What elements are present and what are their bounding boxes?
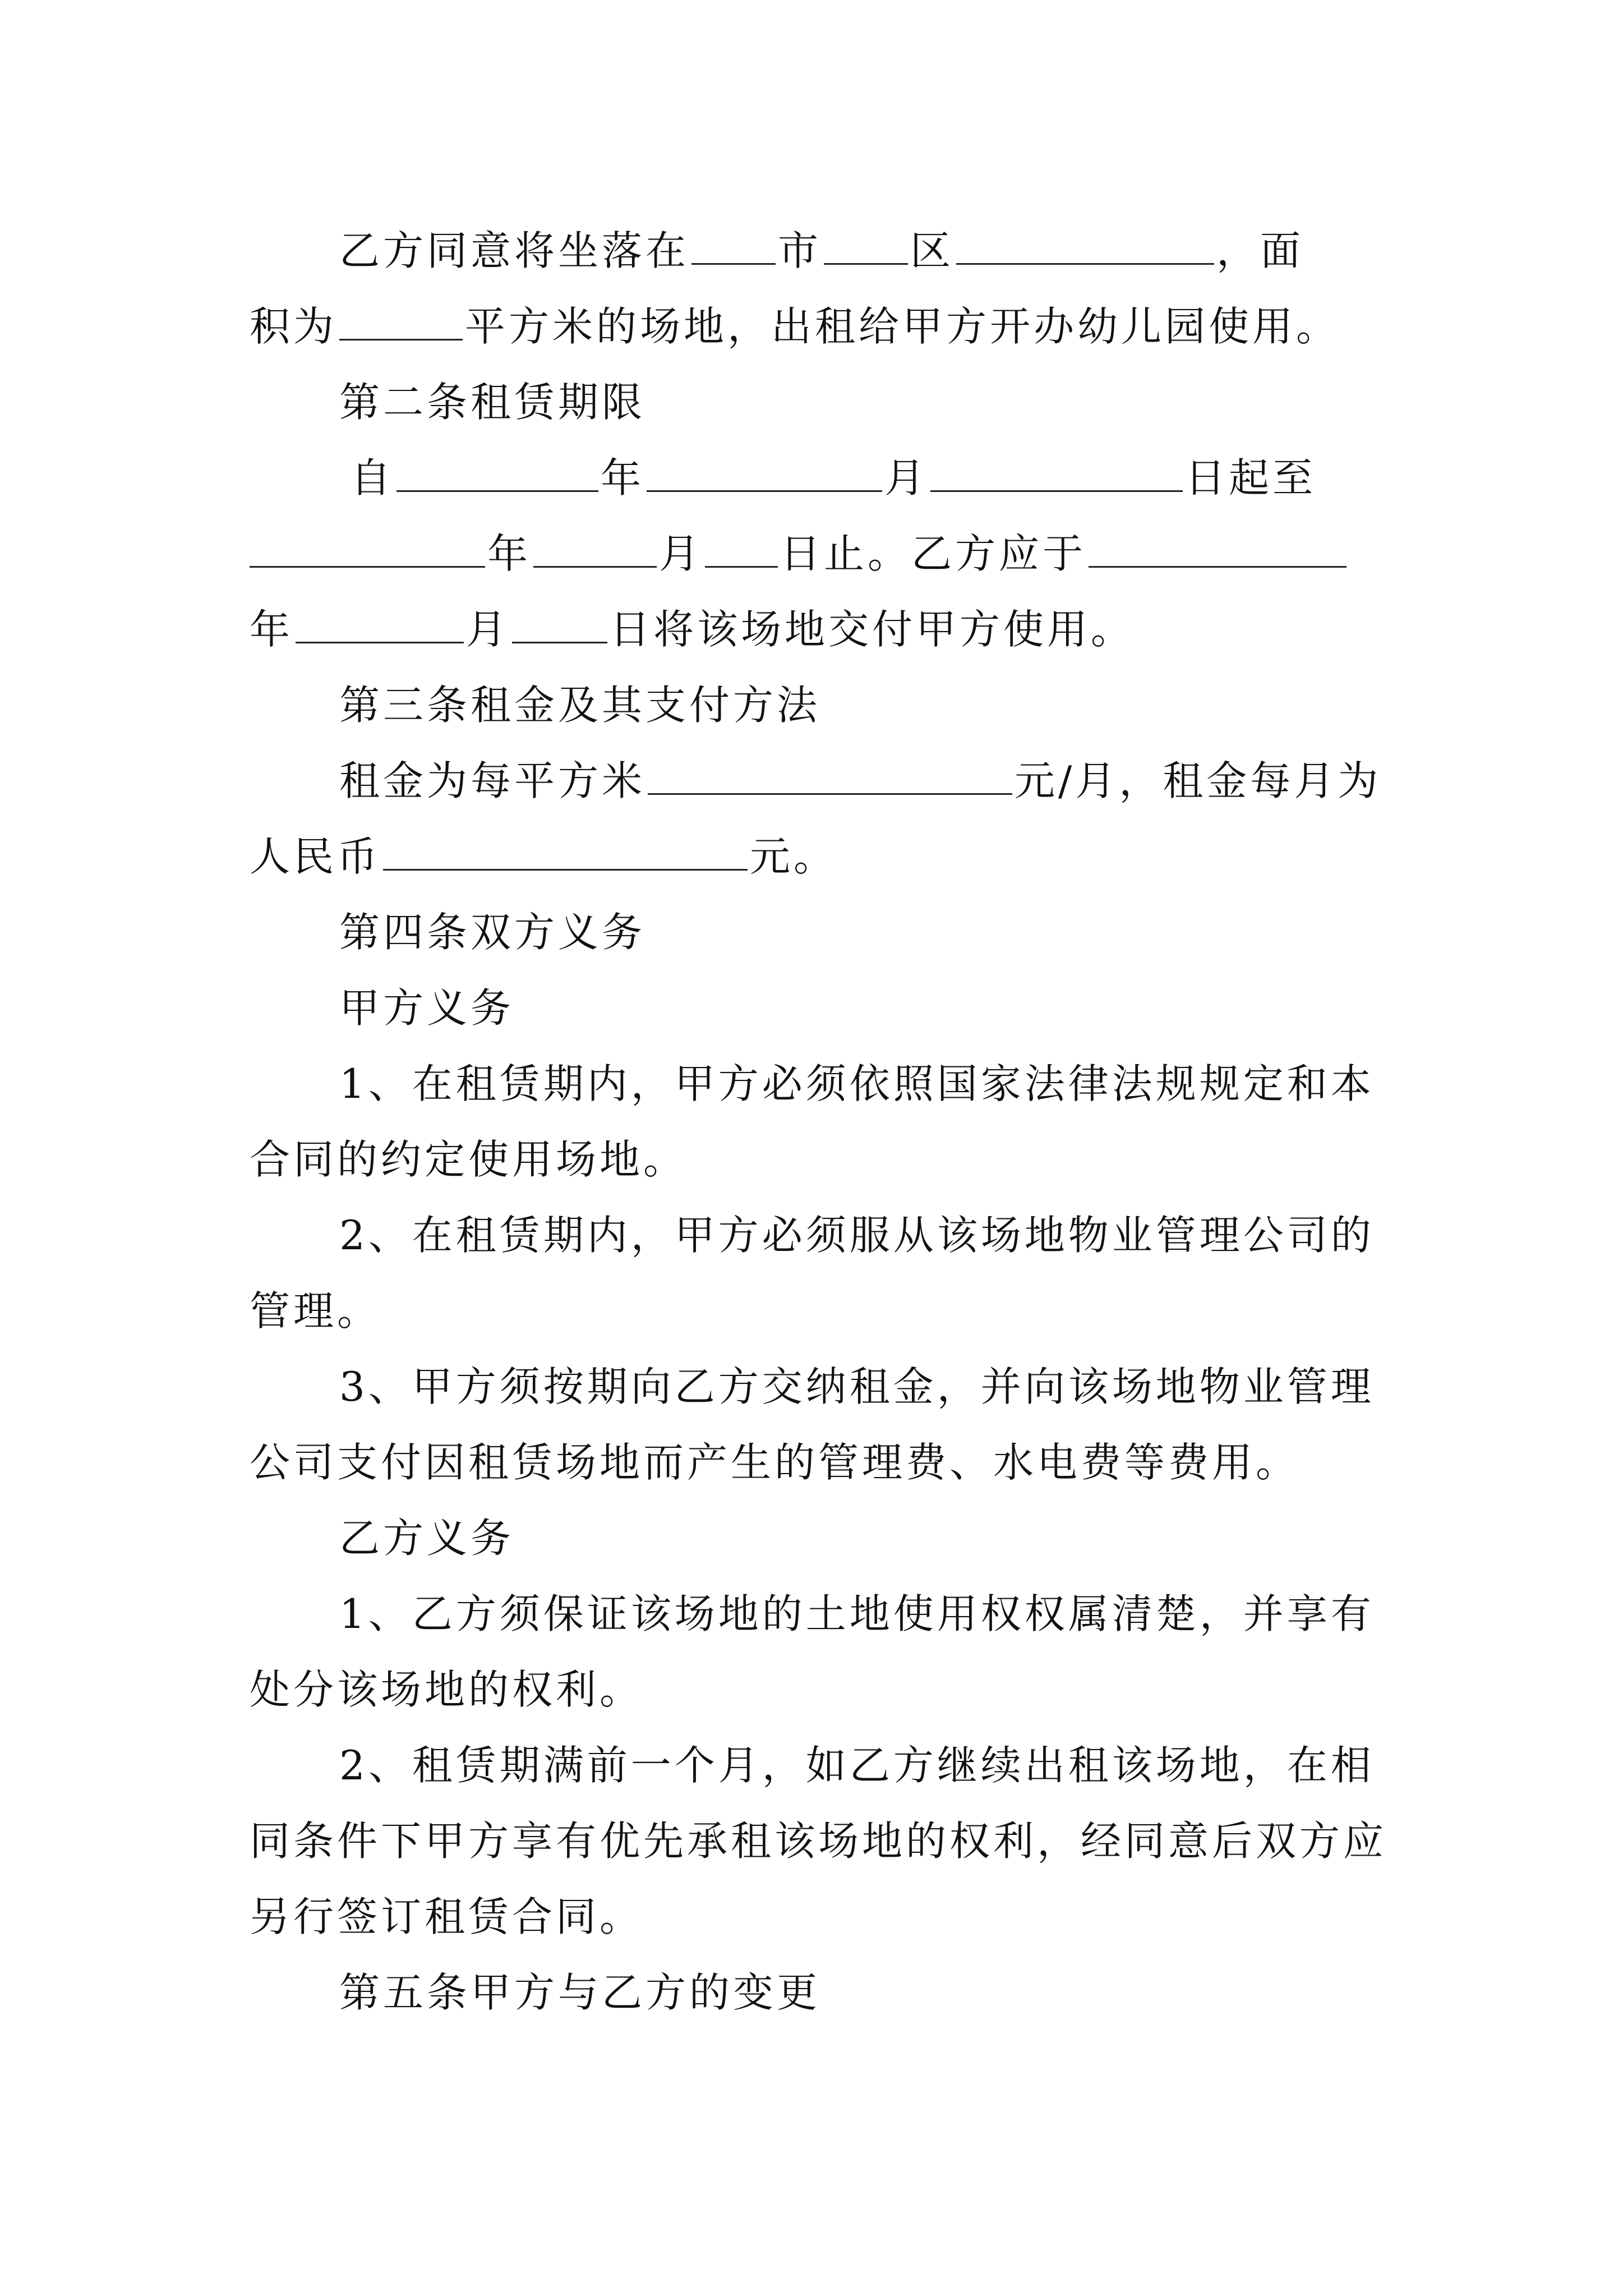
text: 年 — [487, 530, 532, 577]
delivery-year-blank — [1089, 521, 1347, 568]
party-b-heading: 乙方义务 — [339, 1515, 515, 1562]
end-day-blank — [705, 521, 778, 568]
end-year-blank — [250, 521, 485, 568]
text: 月 — [466, 606, 510, 653]
area-blank — [339, 294, 463, 341]
delivery-month-blank — [296, 597, 464, 643]
party-a-heading: 甲方义务 — [339, 984, 515, 1032]
text: 自 — [351, 454, 395, 501]
address-blank — [956, 218, 1214, 265]
text: 日将该场地交付甲方使用。 — [610, 606, 1135, 653]
b2-line3: 另行签订租赁合同。 — [250, 1893, 644, 1940]
start-year-blank — [396, 445, 598, 492]
text: 元/月，租金每月为 — [1015, 757, 1382, 804]
text: 积为 — [250, 303, 338, 350]
b2-line1: 2、租赁期满前一个月，如乙方继续出租该场地，在相 — [339, 1742, 1375, 1789]
monthly-rent-blank — [383, 824, 748, 871]
monthly-rent-line — [250, 819, 1388, 895]
end-date-line — [250, 516, 1388, 592]
delivery-line — [250, 592, 1388, 668]
district-blank — [824, 218, 908, 265]
start-date-line — [250, 440, 1388, 516]
b1-line2: 处分该场地的权利。 — [250, 1666, 644, 1713]
text: 租金为每平方米 — [339, 757, 646, 804]
a1-line2: 合同的约定使用场地。 — [250, 1136, 688, 1183]
a3-line2: 公司支付因租赁场地而产生的管理费、水电费等费用。 — [250, 1439, 1300, 1486]
a3-line1: 3、甲方须按期向乙方交纳租金，并向该场地物业管理 — [339, 1363, 1375, 1410]
start-day-blank — [930, 445, 1183, 492]
text: 人民币 — [250, 833, 381, 880]
article-4-heading: 第四条双方义务 — [339, 909, 646, 956]
end-month-blank — [533, 521, 657, 568]
article-5-heading: 第五条甲方与乙方的变更 — [339, 1969, 821, 2016]
b1-line1: 1、乙方须保证该场地的土地使用权权属清楚，并享有 — [339, 1590, 1375, 1637]
text: 月 — [884, 454, 929, 501]
text: 年 — [601, 454, 645, 501]
article-3-heading: 第三条租金及其支付方法 — [339, 682, 821, 729]
text: 市 — [778, 227, 822, 274]
text: ，面 — [1216, 227, 1304, 274]
text: 月 — [659, 530, 703, 577]
a2-line1: 2、在租赁期内，甲方必须服从该场地物业管理公司的 — [339, 1212, 1375, 1259]
a1-line1: 1、在租赁期内，甲方必须依照国家法律法规规定和本 — [339, 1060, 1375, 1107]
start-month-blank — [647, 445, 882, 492]
text: 年 — [250, 606, 294, 653]
a2-line2: 管理。 — [250, 1287, 381, 1335]
delivery-day-blank — [512, 597, 607, 643]
rate-blank — [648, 748, 1012, 795]
text: 乙方同意将坐落在 — [339, 227, 690, 274]
text: 元。 — [750, 833, 838, 880]
city-blank — [691, 218, 776, 265]
rent-rate-line — [250, 743, 1388, 819]
article-2-heading: 第二条租赁期限 — [339, 379, 646, 426]
document-page — [250, 213, 1388, 2031]
area-line — [250, 289, 1388, 365]
text: 平方米的场地，出租给甲方开办幼儿园使用。 — [465, 303, 1340, 350]
text: 日起至 — [1185, 454, 1317, 501]
b2-line2: 同条件下甲方享有优先承租该场地的权利，经同意后双方应 — [250, 1818, 1387, 1865]
text: 日止。乙方应于 — [780, 530, 1087, 577]
text: 区 — [910, 227, 955, 274]
location-line — [250, 213, 1388, 289]
